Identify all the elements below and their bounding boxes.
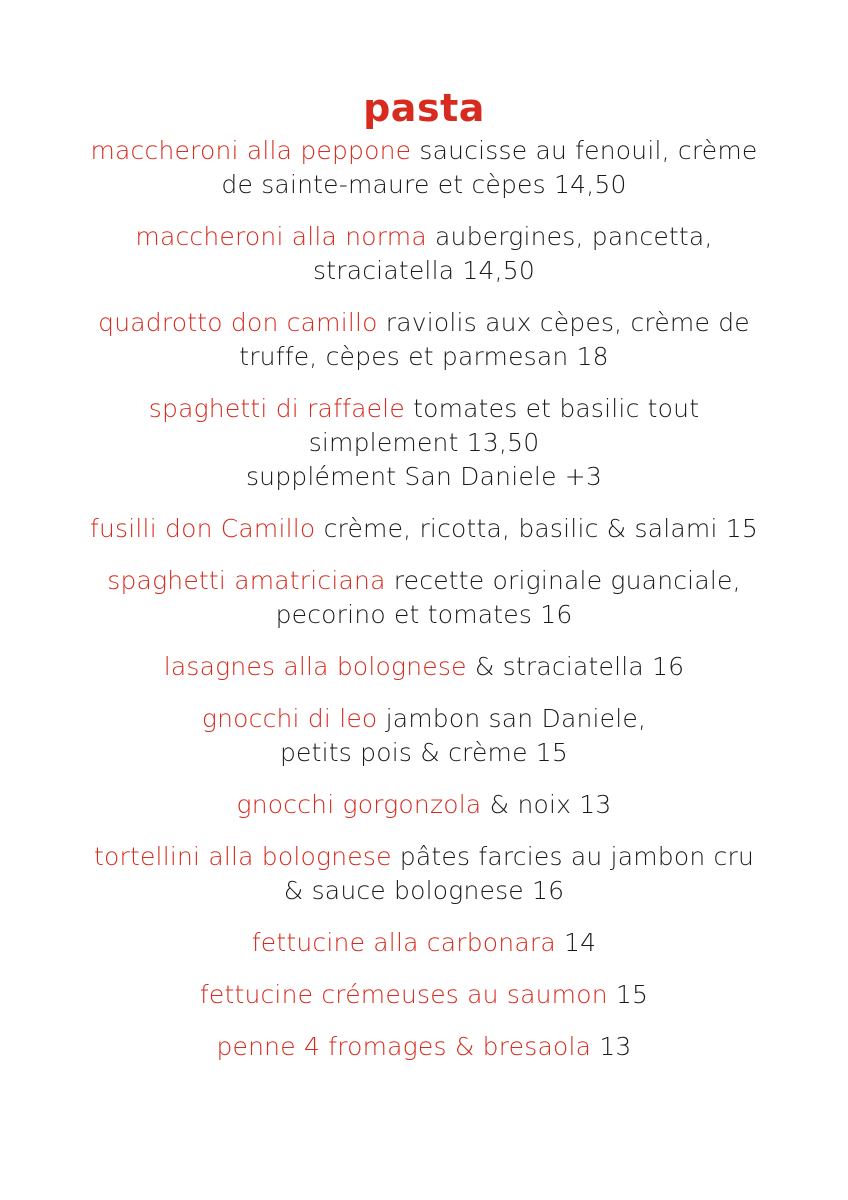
menu-item-list	[0, 134, 848, 1064]
dish-description: raviolis aux cèpes, crème de	[377, 308, 750, 337]
dish-description: straciatella 14,50	[313, 256, 535, 285]
dish-description: crème, ricotta, basilic & salami 15	[315, 514, 758, 543]
menu-item-line	[40, 254, 808, 288]
dish-description: saucisse au fenouil, crème	[411, 136, 758, 165]
menu-item-line	[40, 392, 808, 426]
menu-item	[0, 134, 848, 202]
dish-description: 13	[591, 1032, 632, 1061]
menu-item	[0, 220, 848, 288]
menu-item	[0, 978, 848, 1012]
dish-description: truffe, cèpes et parmesan 18	[239, 342, 609, 371]
menu-item-line	[40, 874, 808, 908]
menu-item	[0, 840, 848, 908]
dish-description: pecorino et tomates 16	[275, 600, 573, 629]
dish-name: gnocchi di leo	[201, 704, 378, 733]
dish-description: 15	[607, 980, 649, 1009]
dish-name: maccheroni alla peppone	[90, 136, 412, 165]
menu-item-line	[40, 168, 808, 202]
menu-item	[0, 512, 848, 546]
dish-name: maccheroni alla norma	[135, 222, 427, 251]
menu-item-line	[40, 1030, 808, 1064]
dish-name: gnocchi gorgonzola	[236, 790, 482, 819]
menu-item-line	[40, 426, 808, 460]
menu-item-line	[40, 512, 808, 546]
menu-item-line	[40, 926, 808, 960]
dish-description: & sauce bolognese 16	[283, 876, 565, 905]
dish-description: aubergines, pancetta,	[426, 222, 713, 251]
menu-item-line	[40, 840, 808, 874]
dish-description: supplément San Daniele +3	[245, 462, 603, 491]
menu-item	[0, 788, 848, 822]
menu-item-line	[40, 788, 808, 822]
dish-description: recette originale guanciale,	[385, 566, 741, 595]
menu-item	[0, 926, 848, 960]
dish-description: 14	[555, 928, 597, 957]
dish-name: fettucine crémeuses au saumon	[199, 980, 608, 1009]
menu-item	[0, 650, 848, 684]
menu-item-line	[40, 340, 808, 374]
menu-item-line	[40, 702, 808, 736]
menu-item	[0, 392, 848, 494]
dish-description: & noix 13	[481, 790, 612, 819]
dish-description: simplement 13,50	[308, 428, 540, 457]
menu-item-line	[40, 134, 808, 168]
dish-name: spaghetti amatriciana	[107, 566, 386, 595]
dish-description: pâtes farcies au jambon cru	[391, 842, 754, 871]
dish-name: fettucine alla carbonara	[251, 928, 556, 957]
menu-item-line	[40, 564, 808, 598]
menu-item-line	[40, 306, 808, 340]
dish-name: penne 4 fromages & bresaola	[216, 1032, 592, 1061]
menu-item	[0, 1030, 848, 1064]
menu-item-line	[40, 598, 808, 632]
dish-name: lasagnes alla bolognese	[163, 652, 467, 681]
menu-item-line	[40, 978, 808, 1012]
menu-item	[0, 702, 848, 770]
dish-name: spaghetti di raffaele	[148, 394, 405, 423]
dish-name: tortellini alla bolognese	[94, 842, 392, 871]
dish-description: de sainte-maure et cèpes 14,50	[221, 170, 627, 199]
section-title: pasta	[363, 86, 485, 130]
menu-item-line	[40, 736, 808, 770]
pasta-menu	[0, 82, 848, 1082]
dish-description: petits pois & crème 15	[279, 738, 569, 767]
dish-description: jambon san Daniele,	[377, 704, 647, 733]
menu-item-line	[40, 460, 808, 494]
menu-item	[0, 306, 848, 374]
dish-description: & straciatella 16	[466, 652, 685, 681]
dish-name: quadrotto don camillo	[98, 308, 378, 337]
menu-item	[0, 564, 848, 632]
dish-name: fusilli don Camillo	[90, 514, 316, 543]
menu-item-line	[40, 220, 808, 254]
dish-description: tomates et basilic tout	[404, 394, 700, 423]
menu-item-line	[40, 650, 808, 684]
